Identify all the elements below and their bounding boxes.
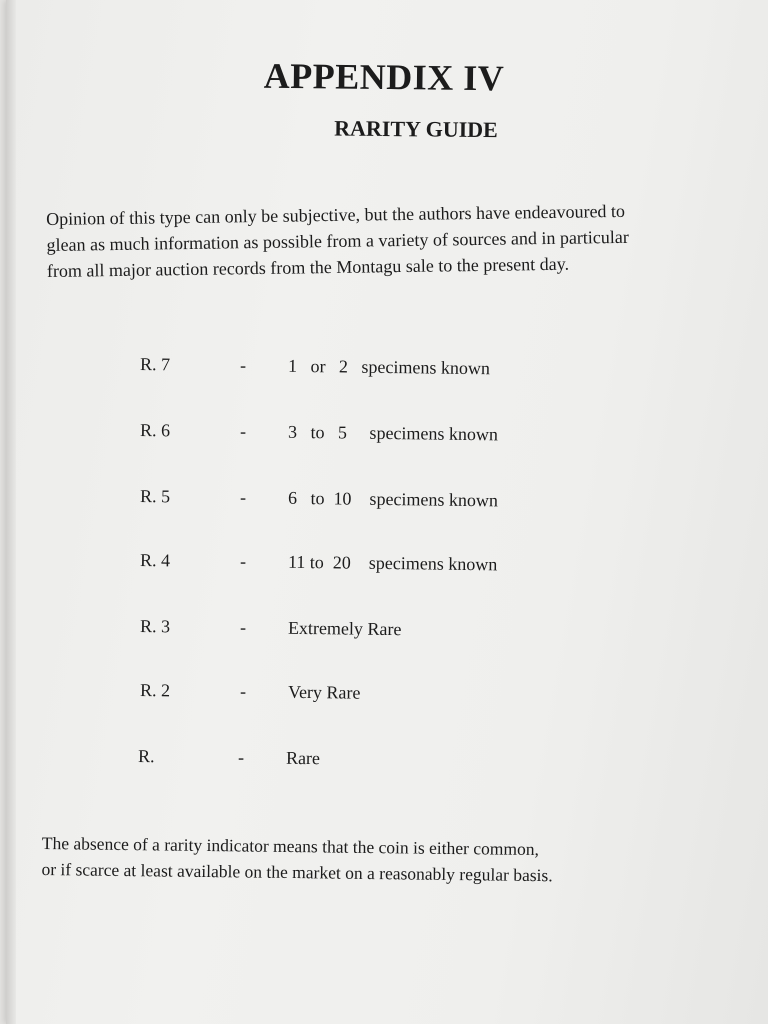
rarity-dash: - — [239, 421, 247, 442]
rarity-description: Extremely Rare — [287, 617, 402, 640]
rarity-description: 1 or 2 specimens known — [287, 355, 491, 379]
rarity-grade: R. 7 — [139, 354, 171, 375]
rarity-dash: - — [239, 355, 247, 376]
page-subtitle: RARITY GUIDE — [334, 115, 498, 143]
page-title: APPENDIX IV — [263, 55, 505, 99]
closing-line: The absence of a rarity indicator means that the coin is either common, — [41, 832, 540, 860]
rarity-dash: - — [239, 551, 247, 572]
intro-line: glean as much information as possible from a variety of sources and in particular — [46, 226, 629, 255]
rarity-dash: - — [239, 617, 247, 638]
page-spine-shadow — [6, 0, 16, 1024]
rarity-description: Very Rare — [287, 681, 361, 703]
closing-paragraph — [41, 830, 762, 891]
intro-line: Opinion of this type can only be subjective, but the authors have endeavoured to — [46, 200, 626, 229]
closing-line: or if scarce at least available on the market on a reasonably regular basis. — [41, 858, 553, 886]
intro-paragraph — [46, 196, 767, 284]
rarity-grade: R. 4 — [139, 550, 171, 571]
rarity-description: Rare — [285, 747, 321, 769]
rarity-grade: R. — [137, 746, 155, 767]
rarity-description: 3 to 5 specimens known — [287, 421, 499, 445]
rarity-description: 6 to 10 specimens known — [287, 487, 499, 511]
intro-line: from all major auction records from the Montagu sale to the present day. — [46, 253, 570, 281]
rarity-description: 11 to 20 specimens known — [287, 551, 498, 575]
rarity-dash: - — [237, 747, 245, 768]
rarity-dash: - — [239, 487, 247, 508]
rarity-grade: R. 3 — [139, 616, 171, 637]
rarity-grade: R. 6 — [139, 420, 171, 441]
rarity-grade: R. 5 — [139, 486, 171, 507]
rarity-grade: R. 2 — [139, 680, 171, 701]
rarity-dash: - — [239, 681, 247, 702]
